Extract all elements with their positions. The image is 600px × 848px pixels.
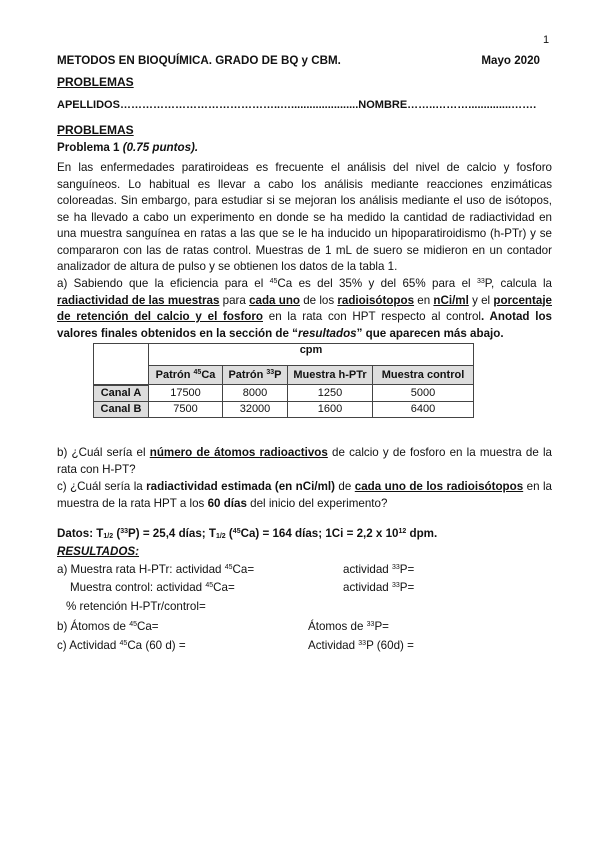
table-row	[94, 401, 474, 417]
emphasis: cada uno	[249, 293, 300, 307]
cell: 17500	[149, 385, 223, 402]
page-number: 1	[543, 34, 550, 46]
text: para	[219, 293, 250, 307]
text-segment: Datos: T	[57, 527, 104, 540]
column-header	[288, 366, 373, 385]
text-segment: Ca) = 164 días; 1Ci = 2,2 x 10	[240, 527, 399, 540]
result-row	[308, 620, 389, 633]
text-segment: actividad	[343, 563, 392, 576]
text-segment: 45	[119, 640, 128, 647]
cell: 1600	[288, 401, 373, 417]
question-a	[57, 276, 552, 342]
emphasis: ” que aparecen más abajo.	[356, 326, 504, 340]
text-segment: P=	[374, 620, 389, 633]
text: c) ¿Cuál sería la	[57, 480, 147, 493]
text-segment: Patrón	[228, 369, 267, 381]
text-segment: 45	[224, 564, 233, 571]
problem-points: (0.75 puntos).	[122, 141, 199, 154]
text-segment: actividad	[343, 581, 392, 594]
column-header	[223, 366, 288, 385]
table-group-header: cpm	[149, 344, 474, 366]
text-segment: Patrón	[155, 369, 194, 381]
table-row	[94, 385, 474, 402]
text: a) Sabiendo que la eficiencia para el	[57, 277, 270, 290]
name-line	[57, 99, 552, 111]
text-segment: Ca (60 d) =	[127, 639, 186, 652]
isotope: 45	[269, 278, 278, 285]
row-header: Canal A	[94, 385, 149, 402]
header-date: Mayo 2020	[481, 54, 540, 67]
emphasis: resultados	[297, 326, 357, 340]
text: en	[414, 293, 434, 307]
text-segment: a) Muestra rata H-PTr: actividad	[57, 563, 225, 576]
text-segment: (	[113, 527, 121, 540]
result-row	[308, 639, 414, 652]
text-segment: 33	[366, 621, 375, 628]
result-row	[57, 639, 186, 652]
text-segment: Muestra control	[381, 369, 465, 381]
cell: 5000	[373, 385, 474, 402]
text: de calcio y de fosforo en la muestra de la rata con H-PT?	[57, 446, 552, 476]
text: b) ¿Cuál sería el	[57, 446, 150, 459]
text-segment: Ca=	[136, 620, 159, 633]
text-segment: (	[225, 527, 233, 540]
text: en la muestra de la rata HPT a los	[57, 480, 552, 510]
column-header	[149, 366, 223, 385]
emphasis: radiactividad estimada (en nCi/ml)	[146, 480, 335, 493]
isotope: 33	[476, 278, 485, 285]
text-segment: Ca=	[232, 563, 255, 576]
column-header	[373, 366, 474, 385]
text-segment: Muestra control: actividad	[70, 581, 206, 594]
cell: 8000	[223, 385, 288, 402]
text: Ca es del 35% y del 65% para el	[277, 277, 477, 290]
question-c	[57, 479, 552, 512]
cell: 1250	[288, 385, 373, 402]
text-segment: 45	[193, 369, 202, 376]
row-header: Canal B	[94, 401, 149, 417]
text: P, calcula la	[484, 277, 552, 290]
text-segment: 1/2	[215, 533, 226, 540]
text-segment: 33	[391, 564, 400, 571]
text-segment: 33	[120, 528, 128, 535]
text-segment: 33	[266, 369, 275, 376]
text-segment: P=	[399, 581, 415, 594]
result-row	[57, 563, 254, 576]
intro-paragraph: En las enfermedades paratiroideas es frecuente el análisis del nivel de calcio y fosforo sanguíneos. Lo habitual es llevar a cabo los análisis mediante reacciones enzimáticas coloreadas. Sin embargo, para estudiar si se mejoran los análisis mediante el uso de isótopos, se ha llevado a cabo un experimento en donde se ha medido la cantidad de radiactividad en una muestra sanguínea en ratas a las que se le ha inducido un hipoparatiroidismo (h-PTr) y se compararon con las de ratas control. Muestras de 1 mL de suero se midieron en un contador analizador de altura de pulso y se obtienen los datos de la tabla 1.	[57, 161, 552, 273]
emphasis: radioisótopos	[337, 293, 415, 307]
emphasis: porcentaje de retención del calcio y el fosforo	[57, 293, 552, 323]
problem-title	[57, 141, 552, 154]
header	[57, 54, 552, 67]
text-segment: P	[274, 369, 282, 381]
text-segment: 12	[398, 528, 407, 535]
text-segment: P (60d) =	[366, 639, 414, 652]
emphasis: radiactividad de las muestras	[57, 293, 220, 307]
data-table	[93, 343, 474, 418]
problem-label: Problema 1	[57, 141, 120, 154]
result-row	[70, 581, 235, 594]
text-segment: 45	[205, 582, 214, 589]
emphasis: número de átomos radioactivos	[149, 446, 328, 459]
text-segment: 45	[232, 528, 241, 535]
emphasis: nCi/ml	[433, 293, 469, 307]
emphasis: 60 días	[207, 496, 247, 510]
text-segment: dpm.	[406, 527, 438, 540]
text-segment: P) = 25,4 días; T	[128, 527, 216, 540]
text-segment: Átomos de	[308, 620, 367, 633]
text: y el	[468, 293, 494, 307]
text-segment: 33	[358, 640, 367, 647]
text-segment: Actividad	[308, 639, 359, 652]
text: del inicio del experimento?	[246, 496, 388, 510]
text-segment: 1/2	[103, 533, 114, 540]
results-title: RESULTADOS:	[57, 545, 140, 558]
text: de	[334, 480, 355, 493]
cell: 6400	[373, 401, 474, 417]
question-b	[57, 445, 552, 478]
cell: 7500	[149, 401, 223, 417]
course-title: METODOS EN BIOQUÍMICA. GRADO DE BQ y CBM.	[57, 54, 341, 67]
emphasis: cada uno de los radioisótopos	[354, 480, 524, 493]
result-row	[57, 620, 159, 633]
text-segment: c) Actividad	[57, 639, 120, 652]
section-heading: PROBLEMAS	[57, 75, 134, 89]
data-line	[57, 527, 552, 540]
result-row	[343, 581, 414, 594]
emphasis: . Anotad los valores finales obtenidos en la sección de “	[57, 310, 552, 340]
text: en la rata con HPT respecto al control	[262, 310, 481, 323]
section-heading: PROBLEMAS	[57, 123, 134, 137]
cell: 32000	[223, 401, 288, 417]
text-segment: Ca=	[213, 581, 235, 594]
text-segment: b) Átomos de	[57, 620, 130, 633]
nombre-field: NOMBRE……..………..............…….	[358, 99, 537, 111]
text-segment: Ca	[201, 369, 216, 381]
text-segment: Muestra h-PTr	[293, 369, 367, 381]
text-segment: 33	[391, 582, 400, 589]
text-segment: P=	[399, 563, 415, 576]
result-row	[343, 563, 414, 576]
apellidos-field: APELLIDOS……………………………………..…......................	[57, 99, 359, 111]
text-segment: 45	[129, 621, 137, 628]
text: de los	[299, 293, 338, 307]
result-row: % retención H-PTr/control=	[66, 600, 206, 613]
